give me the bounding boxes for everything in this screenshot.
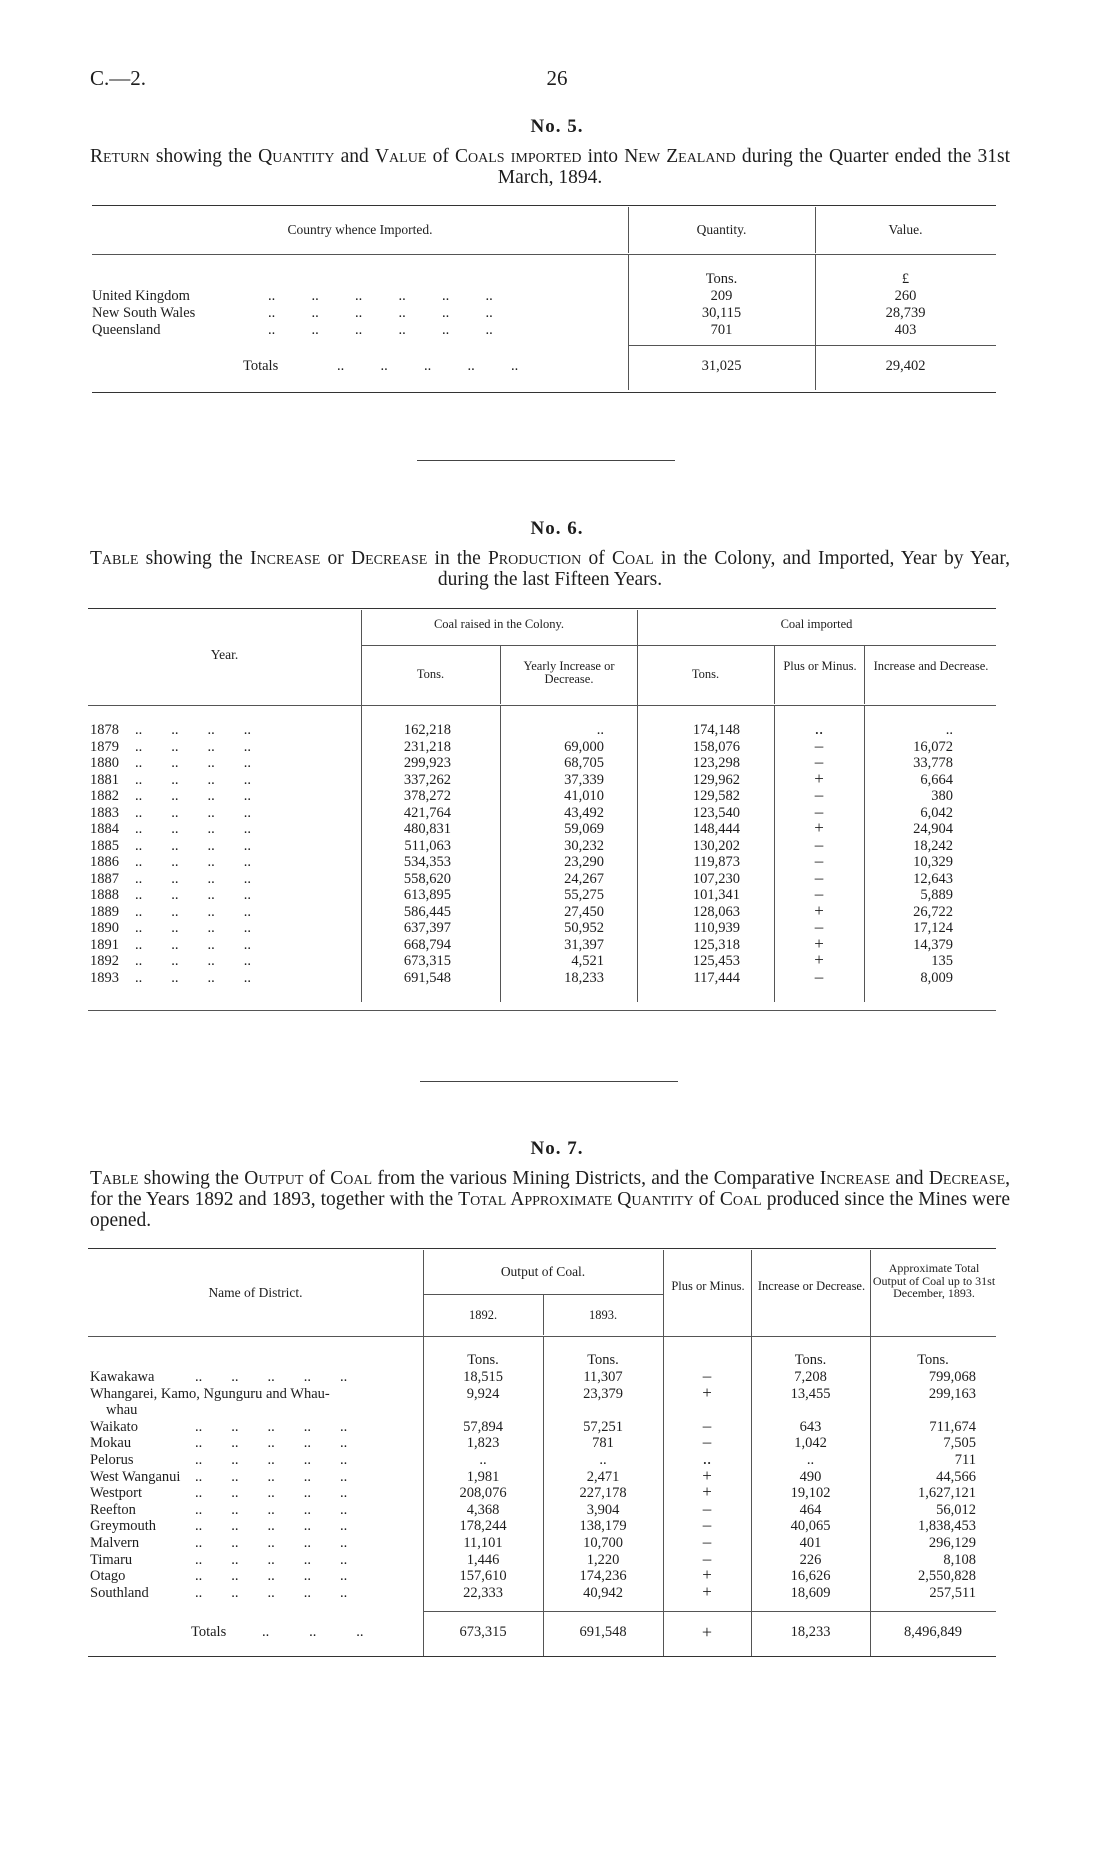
table7-total: 44,566 — [936, 1468, 976, 1485]
table6-yearly: 41,010 — [564, 788, 604, 804]
table7-number: No. 7. — [530, 1138, 584, 1159]
table7-col-total: Approximate Total Output of Coal up to 31st December, 1893. — [872, 1261, 996, 1300]
table7-1892: 1,823 — [466, 1435, 500, 1452]
table6-year: 1890 — [90, 920, 119, 936]
table6-year: 1887 — [90, 870, 119, 887]
table7-incdec: 1,042 — [794, 1435, 827, 1452]
table7-1893: 57,251 — [583, 1418, 623, 1435]
table6-incdec: 12,643 — [913, 870, 953, 887]
table7-incdec: 643 — [799, 1418, 822, 1435]
table6-imported: 130,202 — [692, 837, 740, 854]
table6-imported: 174,148 — [692, 722, 740, 738]
table5-unit-quantity: Tons. — [705, 271, 738, 287]
table6-year: 1886 — [90, 854, 119, 870]
table6-incdec: 18,242 — [913, 837, 953, 854]
table7-total: 2,550,828 — [918, 1568, 976, 1585]
table7-1892: 9,924 — [466, 1385, 500, 1402]
table6-yearly: 55,275 — [564, 887, 604, 903]
table6-incdec: 24,904 — [913, 821, 953, 837]
table7-district: Westport — [90, 1485, 142, 1502]
table6-yearly: 30,232 — [564, 837, 604, 854]
table6-plus-minus: – — [814, 785, 824, 804]
table6-year: 1881 — [90, 771, 119, 788]
table7-incdec: 19,102 — [790, 1485, 831, 1502]
table7-total: 7,505 — [943, 1435, 976, 1452]
table7-1893: 23,379 — [583, 1385, 623, 1402]
table6-incdec: 17,124 — [913, 920, 953, 936]
table7-incdec: .. — [806, 1452, 815, 1468]
table6-col-tons: Tons. — [416, 667, 445, 681]
table7-1892: 178,244 — [459, 1518, 507, 1535]
table7-total: 1,627,121 — [918, 1485, 976, 1502]
report-code: C.—2. — [90, 66, 147, 90]
leader-dots: .. .. .. .. — [135, 854, 251, 870]
table6-year: 1878 — [90, 722, 119, 738]
leader-dots: .. .. .. .. .. — [195, 1501, 348, 1518]
table6-tons: 337,262 — [403, 771, 451, 788]
table7-1893: 781 — [592, 1435, 614, 1452]
table6-year: 1883 — [90, 804, 119, 821]
table6-tons: 480,831 — [403, 821, 451, 837]
table6-plus-minus: + — [814, 818, 824, 837]
leader-dots: .. .. .. .. — [135, 738, 251, 755]
leader-dots: .. .. .. .. .. — [195, 1584, 348, 1601]
table7-total: 799,068 — [928, 1369, 976, 1385]
leader-dots: .. .. .. .. .. — [195, 1551, 348, 1568]
table7-incdec: 226 — [799, 1551, 822, 1568]
table6-imported: 129,962 — [692, 771, 740, 788]
table7-incdec: 16,626 — [790, 1568, 831, 1585]
table6-tons: 511,063 — [404, 837, 451, 854]
leader-dots: .. .. .. .. — [135, 771, 251, 788]
table7-unit-total: Tons. — [917, 1352, 949, 1368]
table6-yearly: 59,069 — [564, 821, 604, 837]
table7-plus-minus: + — [702, 1482, 712, 1502]
leader-dots: .. .. .. .. — [135, 887, 251, 903]
leader-dots: .. .. .. .. .. — [195, 1535, 348, 1551]
table7-col-1893: 1893. — [588, 1308, 618, 1322]
table7-total: 299,163 — [928, 1385, 976, 1402]
table6-col-incdec: Increase and Decrease. — [873, 659, 989, 673]
table6-plus-minus: – — [814, 884, 824, 903]
table7-district: Waikato — [90, 1418, 138, 1435]
table6-tons: 231,218 — [403, 738, 451, 755]
table6-year: 1884 — [90, 821, 119, 837]
table6-yearly: 4,521 — [571, 953, 604, 969]
table6-year: 1892 — [90, 953, 119, 969]
leader-dots: .. .. .. .. — [135, 969, 251, 986]
table6-tons: 534,353 — [403, 854, 451, 870]
table6-plus-minus: + — [814, 933, 824, 953]
table7-totals-total: 8,496,849 — [904, 1624, 962, 1640]
table7-1892: 208,076 — [459, 1485, 507, 1502]
table7-1892: 4,368 — [466, 1501, 500, 1518]
leader-dots: .. .. .. .. — [135, 936, 251, 953]
table7-1893: 174,236 — [579, 1568, 627, 1585]
table6-yearly: 37,339 — [564, 771, 604, 788]
table7-district: Otago — [90, 1568, 126, 1585]
table5-caption: Return showing the Quantity and Value of Coals imported into New Zealand during the Quarter ended the 31st March, 1894. — [90, 146, 1010, 188]
table7-1893: 2,471 — [586, 1468, 620, 1485]
table5-value: 260 — [894, 288, 917, 304]
table7-incdec: 7,208 — [794, 1369, 827, 1385]
table6-yearly: 18,233 — [564, 969, 604, 986]
table6-tons: 613,895 — [403, 887, 451, 903]
table7-total: 711,674 — [929, 1418, 976, 1435]
table6-imported: 148,444 — [692, 821, 740, 837]
table7-unit-incdec: Tons. — [794, 1352, 827, 1368]
table6-incdec: 10,329 — [913, 854, 953, 870]
leader-dots: .. .. .. .. — [135, 837, 251, 854]
table6-tons: 421,764 — [403, 804, 451, 821]
table7-1892: 18,515 — [463, 1369, 503, 1385]
table7-district: Whangarei, Kamo, Ngunguru and Whau- — [90, 1385, 330, 1402]
leader-dots: .. .. .. .. .. — [195, 1468, 348, 1485]
table6-plus-minus: + — [814, 900, 824, 920]
table7-plus-minus: – — [702, 1548, 712, 1568]
table5-col-quantity: Quantity. — [696, 222, 747, 237]
table7-caption: Table showing the Output of Coal from the various Mining Districts, and the Comparative Increase and Decrease, for the Years 1892 and 1893, together with the Total Approximate Quantity of Coal produced since the Mines were opened. — [90, 1168, 1010, 1231]
table7-plus-minus: – — [702, 1532, 712, 1551]
table6-plus-minus: – — [814, 966, 824, 986]
table6-incdec: 33,778 — [913, 755, 953, 771]
table6-group-imported: Coal imported — [780, 617, 853, 631]
table7-1892: 1,446 — [466, 1551, 500, 1568]
table6-yearly: .. — [596, 722, 604, 738]
table5-value: 403 — [894, 322, 917, 338]
table6-plus-minus: – — [814, 867, 824, 887]
table7-1893: .. — [599, 1452, 607, 1468]
table6-yearly: 23,290 — [564, 854, 604, 870]
leader-dots: .. .. .. .. — [135, 870, 251, 887]
table6-year: 1885 — [90, 837, 119, 854]
table6-plus-minus: – — [814, 735, 824, 755]
table7-1893: 138,179 — [579, 1518, 627, 1535]
section-separator — [420, 1081, 678, 1082]
leader-dots: .. .. .. .. .. — [195, 1485, 348, 1502]
table7-col-district: Name of District. — [208, 1285, 303, 1300]
table5-number: No. 5. — [530, 116, 584, 137]
leader-dots: .. .. .. .. .. — [195, 1568, 348, 1585]
table7-district: Mokau — [90, 1435, 132, 1452]
table6-year: 1880 — [90, 755, 119, 771]
table7-unit-1892: Tons. — [467, 1352, 499, 1368]
table7-plus-minus: + — [702, 1382, 712, 1402]
table5-quantity: 30,115 — [701, 305, 742, 321]
table7-1892: .. — [479, 1452, 487, 1468]
table6-year: 1882 — [90, 788, 119, 804]
table7-district: Malvern — [90, 1535, 140, 1551]
table7-1893: 40,942 — [583, 1584, 623, 1601]
table7-plus-minus: + — [702, 1581, 712, 1601]
table7-plus-minus: – — [702, 1515, 712, 1535]
table6-incdec: 6,664 — [920, 771, 953, 788]
table7-col-incdec: Increase or Decrease. — [757, 1279, 866, 1293]
table6-tons: 637,397 — [403, 920, 451, 936]
table6-caption: Table showing the Increase or Decrease in the Production of Coal in the Colony, and Imported, Year by Year, during the last Fifteen Years. — [90, 548, 1010, 590]
table7-district: West Wanganui — [90, 1468, 181, 1485]
leader-dots: .. .. .. .. — [135, 903, 251, 920]
leader-dots: .. .. .. .. — [135, 755, 251, 771]
table6-plus-minus: – — [814, 752, 824, 771]
table6-col-yearly: Yearly Increase or Decrease. — [523, 659, 615, 686]
leader-dots: .. .. .. .. .. — [195, 1435, 348, 1452]
table5-quantity: 701 — [710, 322, 733, 338]
table6-tons: 673,315 — [403, 953, 451, 969]
table6-yearly: 69,000 — [564, 738, 604, 755]
table5-col-value: Value. — [888, 222, 923, 237]
table6-tons: 378,272 — [403, 788, 451, 804]
table6-tons: 668,794 — [403, 936, 451, 953]
table5-country: New South Wales — [92, 305, 196, 321]
table6-imported: 119,873 — [693, 854, 740, 870]
table6-imported: 125,453 — [692, 953, 740, 969]
table7-plus-minus: – — [702, 1415, 712, 1435]
table7-total: 257,511 — [929, 1584, 976, 1601]
table7-plus-minus: + — [702, 1565, 712, 1585]
table7-total: 711 — [954, 1452, 976, 1468]
table6-plus-minus: – — [814, 917, 824, 936]
table5-country: Queensland — [92, 322, 161, 338]
leader-dots: .. .. .. .. .. — [195, 1418, 348, 1435]
table6-year: 1888 — [90, 887, 119, 903]
table6-yearly: 31,397 — [564, 936, 604, 953]
table7-1893: 1,220 — [586, 1551, 620, 1568]
table6-imported: 123,540 — [692, 804, 740, 821]
table7-1893: 3,904 — [586, 1501, 620, 1518]
table6-imported: 110,939 — [693, 920, 740, 936]
table6-yearly: 50,952 — [564, 920, 604, 936]
table6-plus-minus: – — [814, 834, 824, 854]
table7-total: 296,129 — [928, 1535, 976, 1551]
table6-incdec: 16,072 — [913, 738, 953, 755]
table7-totals-1892: 673,315 — [459, 1624, 507, 1640]
table7-1892: 22,333 — [463, 1584, 503, 1601]
table6-imported: 125,318 — [692, 936, 740, 953]
table7-district: Pelorus — [90, 1452, 134, 1468]
table7-totals-label: Totals — [191, 1624, 227, 1640]
table7-district: Reefton — [90, 1501, 136, 1518]
table7-1893: 227,178 — [579, 1485, 627, 1502]
table7-district: Southland — [90, 1584, 149, 1601]
table7-incdec: 490 — [799, 1468, 822, 1485]
leader-dots: .. .. .. .. — [135, 804, 251, 821]
table7-col-1892: 1892. — [468, 1308, 498, 1322]
leader-dots: .. .. .. .. .. — [195, 1452, 348, 1468]
leader-dots: .. .. .. .. — [135, 920, 251, 936]
table6-year: 1891 — [90, 936, 119, 953]
table5-unit-value: £ — [901, 271, 910, 287]
table7-district-continued: whau — [106, 1402, 138, 1419]
table7-plus-minus: – — [702, 1498, 712, 1518]
leader-dots: .. .. .. .. — [135, 821, 251, 837]
table7-total: 1,838,453 — [918, 1518, 976, 1535]
table6-imported: 107,230 — [692, 870, 740, 887]
table6-imported: 123,298 — [692, 755, 740, 771]
table6-imported: 129,582 — [692, 788, 740, 804]
table6-tons: 691,548 — [403, 969, 451, 986]
table7-1892: 1,981 — [466, 1468, 500, 1485]
table6-incdec: 5,889 — [920, 887, 953, 903]
table5-country: United Kingdom — [92, 288, 190, 304]
table7-group-output: Output of Coal. — [500, 1264, 586, 1279]
leader-dots: .. .. .. .. — [135, 788, 251, 804]
table7-1892: 57,894 — [463, 1418, 503, 1435]
table5-quantity: 209 — [710, 288, 733, 304]
table7-district: Timaru — [90, 1551, 133, 1568]
table5-col-country: Country whence Imported. — [287, 222, 433, 237]
table7-plus-minus: – — [702, 1432, 712, 1452]
table6-year: 1889 — [90, 903, 119, 920]
table6-col-tons2: Tons. — [691, 667, 720, 681]
table7-1893: 10,700 — [583, 1535, 623, 1551]
table6-yearly: 24,267 — [564, 870, 604, 887]
table6-number: No. 6. — [530, 518, 584, 539]
table6-year: 1879 — [90, 738, 119, 755]
document-page: C.—2. 26 No. 5. Return showing the Quantity and Value of Coals imported into New Zealand during the Quarter ended the 31st March, 1894. Country whence Imported. Quantity. Value. Tons. £ United Kingdom .. .. .. .. .. .. 209 260 New South Wales .. .. .. .. .. .. 30,115 28,739 Queensland .. .. .. .. .. .. 701 403 Totals .. .. .. .. .. 31,025 29,402 No. 6. Table showing the Increase or Decrease in the Production of Coal in the Colony, and Imported, Year by Year, during the last Fifteen Years. Year. Coal raised in the Colony. Coal imported Tons. Yearly Increase or Decrease. Tons. Plus or Minus. Increase and Decrease. 1878 162,218 .. 174,148 .. .. .. .. .. .. 1879 231,218 69,000 158,076 – 16,072 .. .. .. .. 1880 299,923 68,705 123,298 – 33,778 .. .. .. .. 1881 337,262 37,339 129,962 + 6,664 .. .. .. .. 1882 378,272 41,010 129,582 – 380 .. .. .. .. 1883 421,764 43,492 123,540 – 6,042 .. .. .. .. 1884 480,831 59,069 148,444 + 24,904 .. .. .. .. 1885 511,063 30,232 130,202 – 18,242 .. .. .. .. 1886 534,353 23,290 119,873 – 10,329 .. .. .. .. 1887 558,620 24,267 107,230 – 12,643 .. .. .. .. 1888 613,895 55,275 101,341 – 5,889 .. .. .. .. 1889 586,445 27,450 128,063 + 26,722 .. .. .. .. 1890 637,397 50,952 110,939 – 17,124 .. .. .. .. 1891 668,794 31,397 125,318 + 14,379 .. .. .. .. 1892 673,315 4,521 125,453 + 135 .. .. .. .. 1893 691,548 18,233 117,444 – 8,009 .. .. .. .. No. 7. Table showing the Output of Coal from the various Mining Districts, and the Comparative Increase and Decrease, for the Years 1892 and 1893, together with the Total Approximate Quantity of Coal produced since the Mines were opened. Name of District. Output of Coal. 1892. 1893. Plus or Minus. Increase or Decrease. Approximate Total Output of Coal up to 31st December, 1893. Tons. Tons. Tons. Tons. Kawakawa 18,515 11,307 – 7,208 799,068 .. .. .. .. .. Whangarei, Kamo, Ngunguru and Whau- 9,924 23,379 + 13,455 299,163 whau Waikato 57,894 57,251 – 643 711,674 .. .. .. .. .. Mokau 1,823 781 – 1,042 7,505 .. .. .. .. .. Pelorus .. .. .. .. 711 .. .. .. .. .. West Wanganui 1,981 2,471 + 490 44,566 .. .. .. .. .. Westport 208,076 227,178 + 19,102 1,627,121 .. .. .. .. .. Reefton 4,368 3,904 – 464 56,012 .. .. .. .. .. Greymouth 178,244 138,179 – 40,065 1,838,453 .. .. .. .. .. Malvern 11,101 10,700 – 401 296,129 .. .. .. .. .. Timaru 1,446 1,220 – 226 8,108 .. .. .. .. .. Otago 157,610 174,236 + 16,626 2,550,828 .. .. .. .. .. Southland 22,333 40,942 + 18,609 257,511 .. .. .. .. .. Totals .. .. .. 673,315 691,548 + 18,233 8,496,849 — [0, 0, 1114, 1859]
table7-unit-1893: Tons. — [587, 1352, 619, 1368]
table7-incdec: 401 — [799, 1535, 822, 1551]
table7-incdec: 464 — [799, 1501, 822, 1518]
table5-totals-label: Totals — [243, 358, 279, 374]
leader-dots: .. .. .. .. .. — [195, 1369, 348, 1385]
table7-1893: 11,307 — [583, 1369, 623, 1385]
table6-tons: 558,620 — [403, 870, 451, 887]
table6-yearly: 43,492 — [564, 804, 604, 821]
leader-dots: .. .. .. .. — [135, 722, 251, 738]
table6-plus-minus: – — [814, 851, 824, 870]
table7-incdec: 40,065 — [790, 1518, 831, 1535]
table6-incdec: 380 — [931, 788, 953, 804]
table7-plus-minus: – — [702, 1366, 712, 1385]
table6-col-plus: Plus or Minus. — [783, 659, 857, 673]
table6-incdec: 6,042 — [920, 804, 953, 821]
table7-district: Greymouth — [90, 1518, 157, 1535]
table7-district: Kawakawa — [90, 1369, 155, 1385]
table7-incdec: 13,455 — [790, 1385, 831, 1402]
leader-dots: .. .. .. .. — [135, 953, 251, 969]
table7-plus-minus: .. — [702, 1449, 712, 1468]
table7-totals-pm: + — [701, 1622, 713, 1642]
table5-value: 28,739 — [885, 305, 926, 321]
table6-tons: 162,218 — [403, 722, 451, 738]
table6-group-raised: Coal raised in the Colony. — [433, 617, 565, 631]
table5-totals-quantity: 31,025 — [701, 358, 742, 374]
table7-total: 56,012 — [936, 1501, 976, 1518]
table6-yearly: 68,705 — [564, 755, 604, 771]
table6-tons: 299,923 — [403, 755, 451, 771]
table6-incdec: 14,379 — [913, 936, 953, 953]
table7-col-plus: Plus or Minus. — [671, 1279, 745, 1293]
table6-plus-minus: – — [814, 801, 824, 821]
table6-incdec: 8,009 — [920, 969, 953, 986]
table6-imported: 128,063 — [692, 903, 740, 920]
page-number: 26 — [546, 66, 568, 90]
table6-plus-minus: + — [814, 950, 824, 969]
table6-imported: 101,341 — [692, 887, 740, 903]
table6-incdec: 135 — [931, 953, 953, 969]
table6-col-year: Year. — [210, 647, 239, 662]
table5-totals-value: 29,402 — [885, 358, 926, 374]
table7-1892: 157,610 — [459, 1568, 507, 1585]
table6-imported: 117,444 — [693, 969, 740, 986]
table6-yearly: 27,450 — [564, 903, 604, 920]
table7-1892: 11,101 — [463, 1535, 503, 1551]
table7-totals-incdec: 18,233 — [790, 1624, 831, 1640]
section-separator — [417, 460, 675, 461]
table7-incdec: 18,609 — [790, 1584, 831, 1601]
table6-plus-minus: .. — [814, 719, 824, 738]
table6-imported: 158,076 — [692, 738, 740, 755]
table6-incdec: 26,722 — [913, 903, 953, 920]
table7-total: 8,108 — [943, 1551, 976, 1568]
table6-incdec: .. — [945, 722, 953, 738]
table7-totals-1893: 691,548 — [579, 1624, 627, 1640]
table6-tons: 586,445 — [403, 903, 451, 920]
table6-plus-minus: + — [814, 768, 824, 788]
leader-dots: .. .. .. .. .. — [195, 1518, 348, 1535]
table6-year: 1893 — [90, 969, 119, 986]
table7-plus-minus: + — [702, 1465, 712, 1485]
